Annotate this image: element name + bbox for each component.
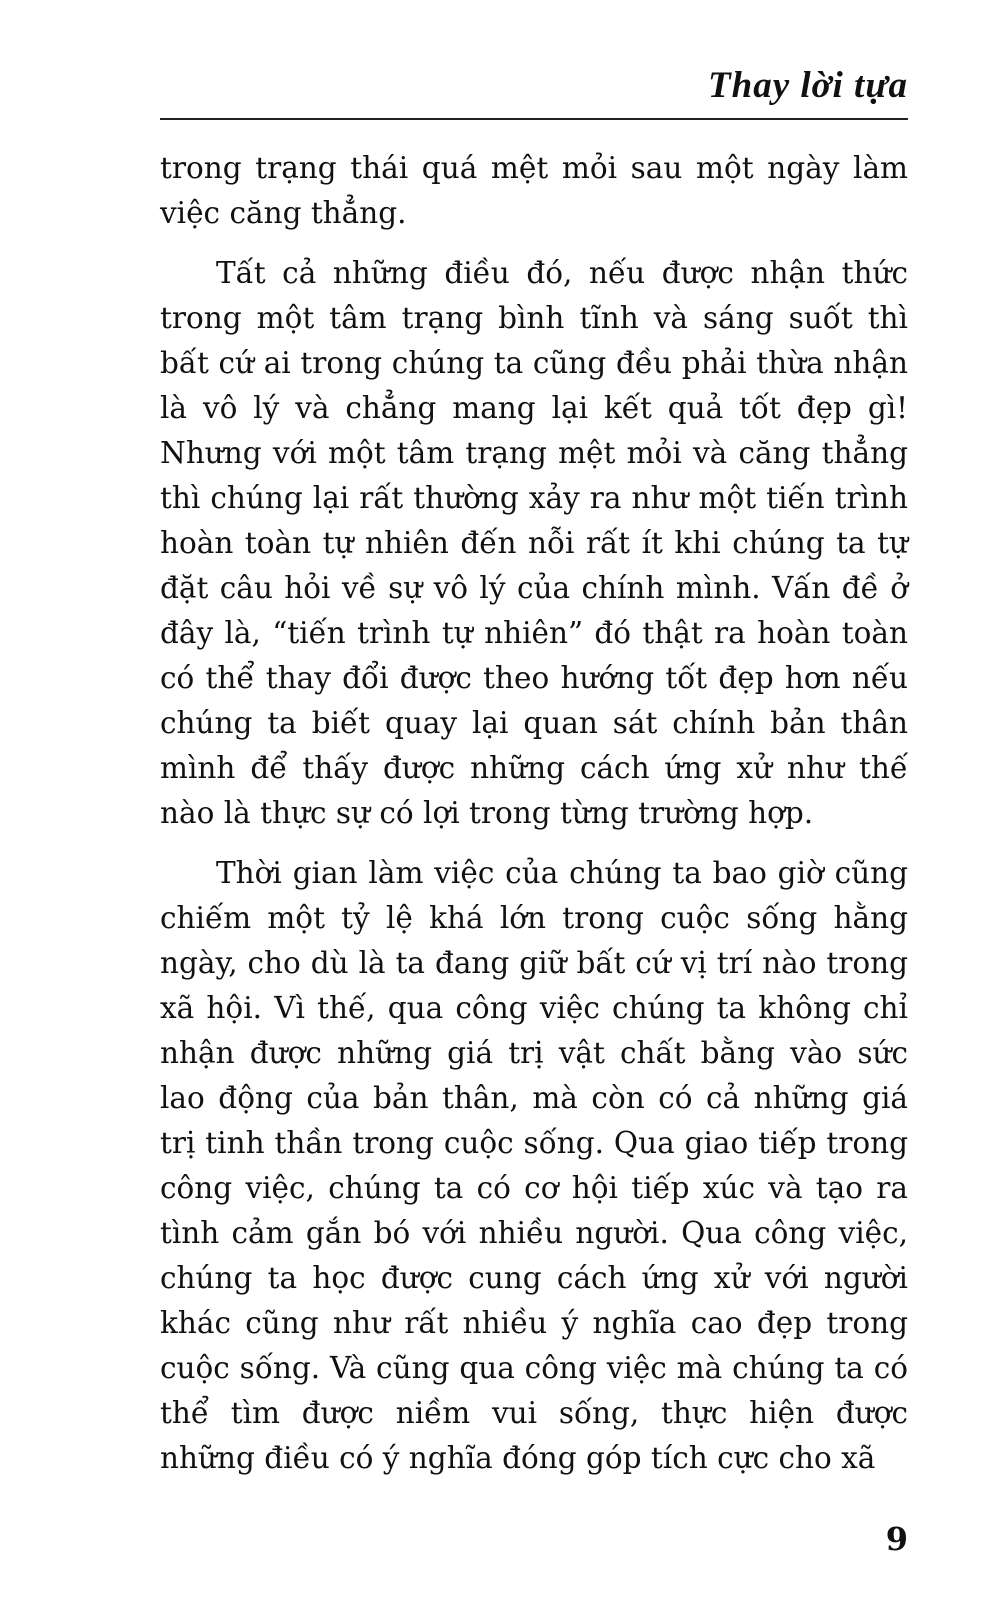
paragraph: Thời gian làm việc của chúng ta bao giờ cũng chiếm một tỷ lệ khá lớn trong cuộc sống hằng ngày, cho dù là ta đang giữ bất cứ vị trí nào trong xã hội. Vì thế, qua công việc chúng ta không chỉ nhận được những giá trị vật chất bằng vào sức lao động của bản thân, mà còn có cả những giá trị tinh thần trong cuộc sống. Qua giao tiếp trong công việc, chúng ta có cơ hội tiếp xúc và tạo ra tình cảm gắn bó với nhiều người. Qua công việc, chúng ta học được cung cách ứng xử với người khác cũng như rất nhiều ý nghĩa cao đẹp trong cuộc sống. Và cũng qua công việc mà chúng ta có thể tìm được niềm vui sống, thực hiện được những điều có ý nghĩa đóng góp tích cực cho xã bbox=[160, 856, 908, 1475]
running-header-title: Thay lời tựa bbox=[708, 65, 908, 106]
paragraph: Tất cả những điều đó, nếu được nhận thức trong một tâm trạng bình tĩnh và sáng suốt thì bất cứ ai trong chúng ta cũng đều phải thừa nhận là vô lý và chẳng mang lại kết quả tốt đẹp gì! Nhưng với một tâm trạng mệt mỏi và căng thẳng thì chúng lại rất thường xảy ra như một tiến trình hoàn toàn tự nhiên đến nỗi rất ít khi chúng ta tự đặt câu hỏi về sự vô lý của chính mình. Vấn đề ở đây là, “tiến trình tự nhiên” đó thật ra hoàn toàn có thể thay đổi được theo hướng tốt đẹp hơn nếu chúng ta biết quay lại quan sát chính bản thân mình để thấy được những cách ứng xử như thế nào là thực sự có lợi trong từng trường hợp. bbox=[160, 256, 908, 830]
paragraph-continued: trong trạng thái quá mệt mỏi sau một ngày làm việc căng thẳng. bbox=[160, 151, 908, 230]
header-divider bbox=[160, 118, 908, 120]
page-number: 9 bbox=[885, 1520, 908, 1558]
body-text bbox=[160, 146, 908, 1496]
